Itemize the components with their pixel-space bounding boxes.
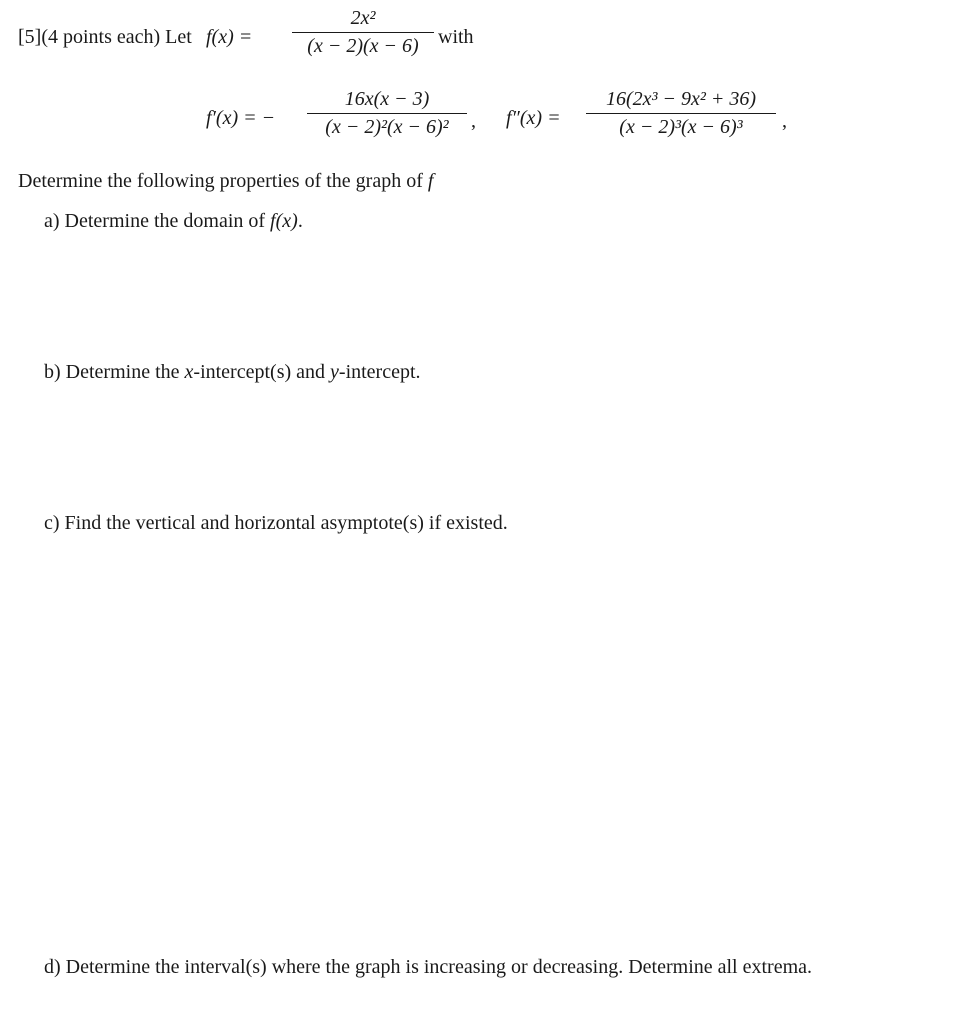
f-double-prime-fraction-bar	[586, 113, 776, 114]
instruction-text: Determine the following properties of the graph of	[18, 170, 423, 192]
question-b	[44, 361, 421, 384]
problem-label: [5](4 points each) Let	[18, 26, 192, 48]
question-c	[44, 512, 508, 535]
question-a-label: a)	[44, 210, 60, 232]
question-a-period: .	[297, 210, 303, 232]
f-prime-lhs: f′(x) = −	[206, 107, 276, 129]
f-fraction	[292, 7, 434, 57]
f-prime-fraction-bar	[307, 113, 467, 114]
f-numerator: 2x²	[350, 7, 376, 29]
instruction-line	[18, 170, 433, 193]
with-text: with	[438, 26, 474, 48]
question-b-text-2: -intercept(s) and	[193, 361, 326, 383]
question-b-label: b)	[44, 361, 61, 383]
question-d-label: d)	[44, 956, 61, 978]
question-d	[44, 956, 812, 979]
f-double-prime-numerator: 16(2x³ − 9x² + 36)	[605, 88, 757, 110]
f-prime-comma: ,	[471, 110, 476, 132]
f-definition-lhs: f(x) =	[206, 26, 253, 48]
f-double-prime-fraction	[586, 88, 776, 138]
f-denominator: (x − 2)(x − 6)	[307, 35, 419, 58]
question-b-math-x: x	[184, 361, 194, 383]
question-a-text: Determine the domain of	[64, 210, 266, 232]
question-b-math-y: y	[330, 361, 339, 383]
f-prime-denominator: (x − 2)²(x − 6)²	[325, 116, 449, 139]
question-a	[44, 210, 303, 233]
question-c-label: c)	[44, 512, 60, 534]
f-double-prime-comma: ,	[782, 110, 787, 132]
question-b-text-3: -intercept.	[338, 361, 421, 383]
question-d-text: Determine the interval(s) where the graph is increasing or decreasing. Determine all extrema.	[65, 956, 813, 978]
question-c-text: Find the vertical and horizontal asymptote(s) if existed.	[64, 512, 508, 534]
f-double-prime-denominator: (x − 2)³(x − 6)³	[619, 116, 743, 139]
instruction-function-name: f	[427, 170, 434, 192]
f-double-prime-lhs: f″(x) =	[506, 107, 561, 129]
f-fraction-bar	[292, 32, 434, 33]
f-prime-numerator: 16x(x − 3)	[344, 88, 430, 110]
question-b-text-1: Determine the	[65, 361, 180, 383]
question-a-math: f(x)	[270, 210, 298, 232]
f-prime-fraction	[307, 88, 467, 138]
